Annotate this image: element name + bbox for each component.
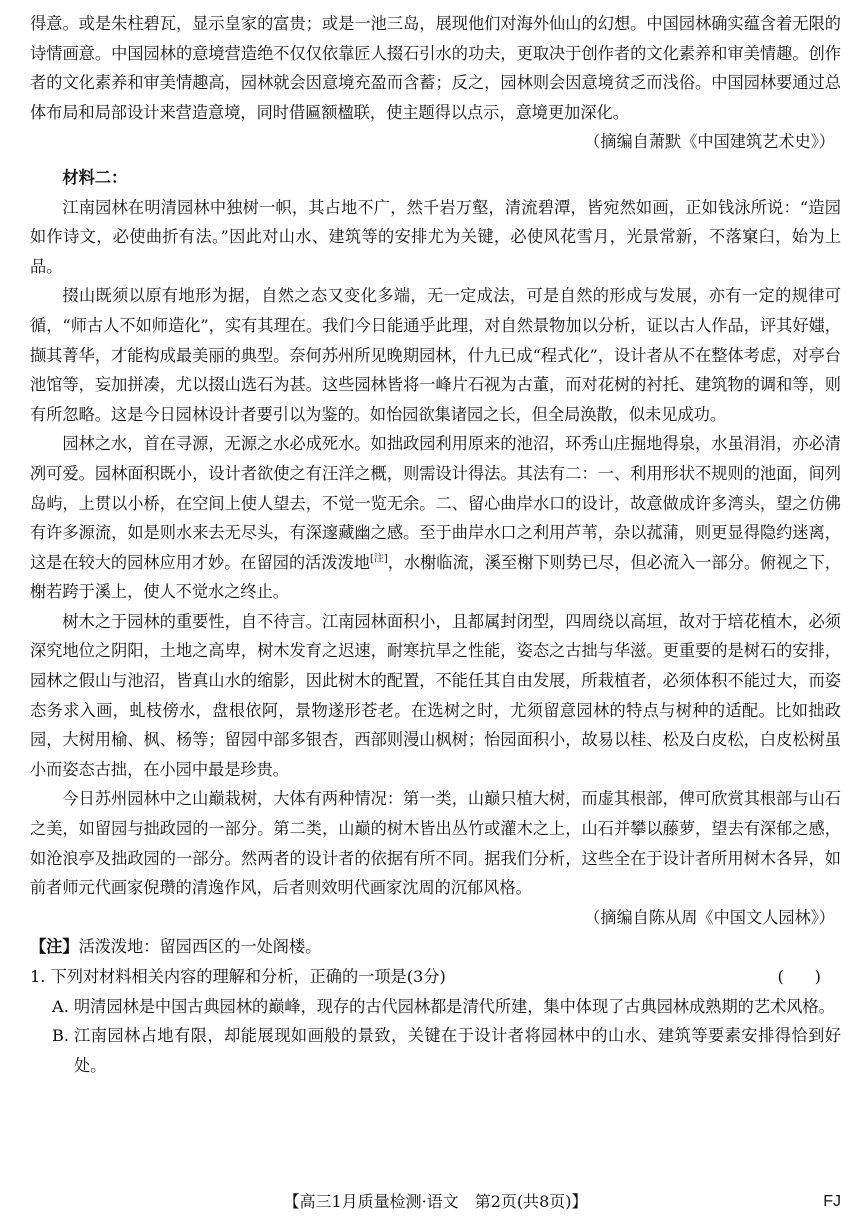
- page-footer: [30, 1190, 841, 1214]
- material-two-paragraph-2: 掇山既须以原有地形为据，自然之态又变化多端，无一定成法，可是自然的形成与发展，亦有一定的规律可循，“师古人不如师造化”，实有其理在。我们今日能通乎此理，对自然景物加以分析，证以古人作品，评其好媸，撷其菁华，才能构成最美丽的典型。奈何苏州所见晚期园林，什九已成“程式化”，设计者从不在整体考虑，对亭台池馆等，妄加拼凑，尤以掇山选石为甚。这些园林皆将一峰片石视为古董，而对花树的衬托、建筑物的调和等，则有所忽略。这是今日园林设计者要引以为鉴的。如怡园欲集诸园之长，但全局涣散，似未见成功。: [30, 286, 841, 424]
- material-two-source: （摘编自陈从周《中国文人园林》）: [584, 907, 835, 927]
- option-a[interactable]: [30, 992, 841, 1022]
- footnote: [30, 932, 841, 962]
- question-1-text: 1. 下列对材料相关内容的理解和分析，正确的一项是(3分): [30, 967, 446, 986]
- footer-page-info: 【高三1月质量检测·语文 第2页(共8页)】: [283, 1192, 588, 1211]
- paragraph-3-text-b: ，水榭临流，溪至榭下则势已尽，但必流入一部分。俯视之下，榭若跨于溪上，使人不觉水之终止。: [30, 552, 841, 602]
- paragraph-3-text-a: 园林之水，首在寻源，无源之水必成死水。如拙政园利用原来的池沼，环秀山庄掘地得泉，水虽涓涓，亦必清冽可爱。园林面积既小，设计者欲使之有汪洋之概，则需设计得法。其法有二：一、利用形状不规则的池面，间列岛屿，上贯以小桥，在空间上使人望去，不觉一览无余。二、留心曲岸水口的设计，故意做成许多湾头，望之仿佛有许多源流，如是则水来去无尽头，有深邃藏幽之感。至于曲岸水口之利用芦苇，杂以菰蒲，则更显得隐约迷离，这是在较大的园林应用才妙。在留园的活泼泼地: [30, 434, 841, 572]
- material-two-paragraph-1: 江南园林在明清园林中独树一帜，其占地不广，然千岩万壑，清流碧潭，皆宛然如画，正如钱泳所说：“造园如作诗文，必使曲折有法。”因此对山水、建筑等的安排尤为关键，必使风花雪月，光景常新，不落窠臼，始为上品。: [30, 197, 841, 276]
- option-a-letter: A.: [52, 996, 69, 1016]
- footnote-label: 【注】: [30, 937, 79, 957]
- material-one-tail-paragraph: 得意。或是朱柱碧瓦，显示皇家的富贵；或是一池三岛，展现他们对海外仙山的幻想。中国园林确实蕴含着无限的诗情画意。中国园林的意境营造绝不仅仅依靠匠人掇石引水的功夫，更取决于创作者的文化素养和审美情趣。创作者的文化素养和审美情趣高，园林就会因意境充盈而含蓄；反之，园林则会因意境贫乏而浅俗。中国园林要通过总体布局和局部设计来营造意境，同时借匾额楹联，使主题得以点示，意境更加深化。: [30, 14, 841, 122]
- option-b-text: 江南园林占地有限，却能展现如画般的景致，关键在于设计者将园林中的山水、建筑等要素安排得恰到好处。: [74, 1026, 841, 1075]
- material-two-heading: 材料二：: [62, 167, 128, 187]
- question-1-stem: [30, 962, 841, 992]
- option-b[interactable]: [30, 1021, 841, 1080]
- footnote-text: 活泼泼地：留园西区的一处阁楼。: [78, 937, 322, 957]
- material-two-paragraph-5: 今日苏州园林中之山巅栽树，大体有两种情况：第一类，山巅只植大树，而虚其根部，俾可欣赏其根部与山石之美，如留园与拙政园的一部分。第二类，山巅的树木皆出丛竹或灌木之上，山石并攀以藤萝，望去有深郁之感，如沧浪亭及拙政园的一部分。然两者的设计者的依据有所不同。据我们分析，这些全在于设计者所用树木各异，如前者师元代画家倪瓒的清逸作风，后者则效明代画家沈周的沉郁风格。: [30, 789, 841, 898]
- material-two-paragraph-4: 树木之于园林的重要性，自不待言。江南园林面积小，且都属封闭型，四周绕以高垣，故对于培花植木，必须深究地位之阴阳，土地之高卑，树木发育之迟速，耐寒抗旱之性能，姿态之古拙与华滋。更重要的是树石的安排，园林之假山与池沼，皆真山水的缩影，因此树木的配置，不能任其自由发展，所栽植者，必须体积不能过大，而姿态务求入画，虬枝傍水，盘根依阿，景物遂形苍老。在选树之时，尤须留意园林的特点与树种的适配。比如拙政园，大树用榆、枫、杨等；留园中部多银杏，西部则漫山枫树；怡园面积小，故易以桂、松及白皮松，白皮松树虽小而姿态古拙，在小园中最是珍贵。: [30, 611, 841, 779]
- option-a-text: 明清园林是中国古典园林的巅峰，现存的古代园林都是清代所建，集中体现了古典园林成熟期的艺术风格。: [74, 996, 835, 1016]
- material-one-source: （摘编自萧默《中国建筑艺术史》）: [584, 132, 835, 152]
- material-two-paragraph-3: [30, 429, 841, 607]
- option-b-letter: B.: [52, 1026, 70, 1046]
- footer-region-code: FJ: [823, 1193, 841, 1210]
- answer-blank[interactable]: ( ): [777, 967, 821, 986]
- footnote-marker: [注]: [369, 553, 388, 565]
